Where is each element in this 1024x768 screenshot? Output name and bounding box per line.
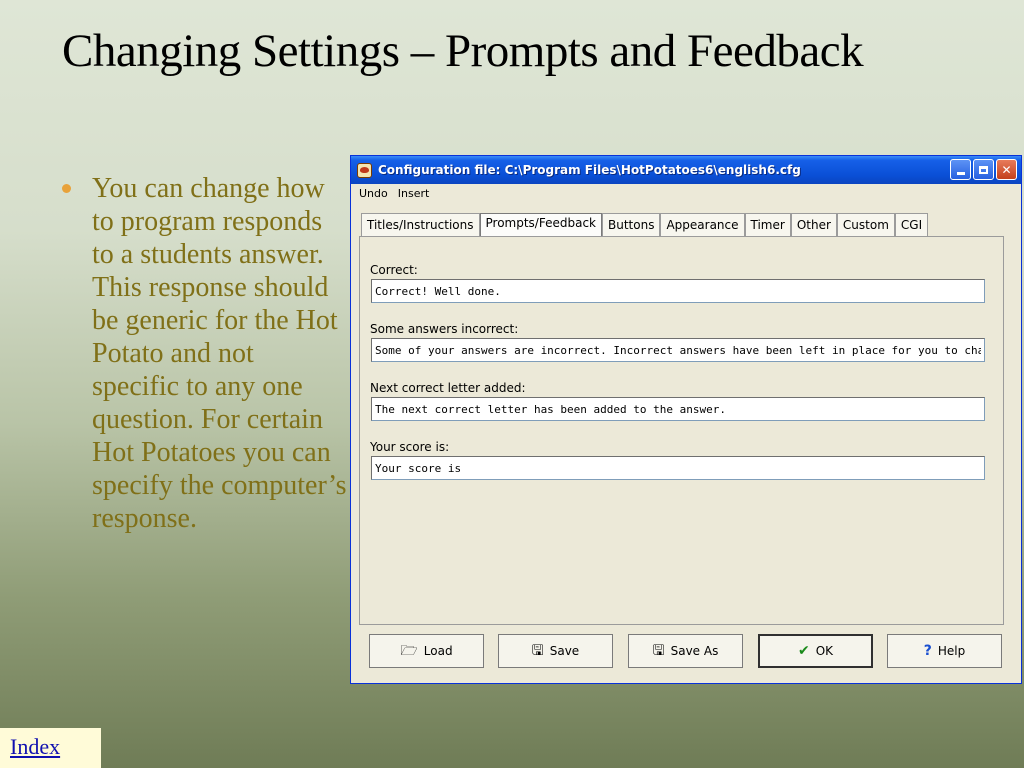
tab-cgi[interactable]: CGI [895, 213, 928, 237]
help-button-label: Help [937, 644, 966, 658]
load-button[interactable] [369, 634, 484, 668]
maximize-button[interactable] [973, 159, 994, 180]
next-letter-field[interactable] [371, 397, 985, 421]
tab-other[interactable]: Other [791, 213, 837, 237]
next-letter-label: Next correct letter added: [370, 381, 526, 395]
tab-titles-instructions[interactable]: Titles/Instructions [361, 213, 480, 237]
config-window [350, 155, 1022, 684]
tab-prompts-feedback[interactable]: Prompts/Feedback [480, 213, 603, 238]
save-button[interactable] [498, 634, 613, 668]
ok-button[interactable] [758, 634, 873, 668]
prompts-feedback-panel [359, 236, 1004, 625]
tab-custom[interactable]: Custom [837, 213, 895, 237]
question-mark-icon: ? [923, 643, 932, 659]
tab-appearance[interactable]: Appearance [660, 213, 744, 237]
close-button[interactable] [996, 159, 1017, 180]
correct-label: Correct: [370, 263, 418, 277]
save-button-label: Save [549, 644, 580, 658]
help-button[interactable] [887, 634, 1002, 668]
bullet-list [62, 172, 347, 535]
correct-field[interactable] [371, 279, 985, 303]
save-as-button[interactable] [628, 634, 743, 668]
tab-buttons[interactable]: Buttons [602, 213, 660, 237]
minimize-button[interactable] [950, 159, 971, 180]
menu-undo[interactable]: Undo [359, 186, 388, 200]
floppy-disk-icon: 🖫 [531, 643, 544, 659]
some-incorrect-label: Some answers incorrect: [370, 322, 519, 336]
floppy-disk-edit-icon: 🖫 [652, 643, 665, 659]
load-button-label: Load [423, 644, 453, 658]
menu-bar [351, 184, 1021, 202]
bullet-dot-icon [62, 184, 71, 193]
minimize-icon [957, 172, 965, 175]
score-label: Your score is: [370, 440, 450, 454]
maximize-icon [979, 166, 988, 174]
some-incorrect-field[interactable] [371, 338, 985, 362]
tab-strip [361, 213, 928, 237]
bullet-text: You can change how to program responds to a students answer. This response should be generic for the Hot Potato and not specific to any one question. For certain Hot Potatoes you can specify the computer’s response. [92, 173, 347, 534]
menu-insert[interactable]: Insert [397, 186, 430, 200]
folder-open-icon: 🗁 [400, 643, 418, 659]
score-field[interactable] [371, 456, 985, 480]
window-titlebar[interactable] [351, 156, 1021, 184]
index-box [0, 728, 101, 768]
save-as-button-label: Save As [670, 644, 719, 658]
ok-button-label: OK [815, 644, 834, 658]
close-icon: ✕ [1001, 162, 1012, 177]
tab-timer[interactable]: Timer [745, 213, 791, 237]
hot-potatoes-app-icon[interactable] [357, 163, 372, 178]
checkmark-icon: ✔ [797, 643, 810, 659]
index-link[interactable]: Index [10, 734, 61, 759]
window-title: Configuration file: C:\Program Files\HotPotatoes6\english6.cfg [378, 163, 801, 177]
slide-title: Changing Settings – Prompts and Feedback [62, 25, 864, 77]
